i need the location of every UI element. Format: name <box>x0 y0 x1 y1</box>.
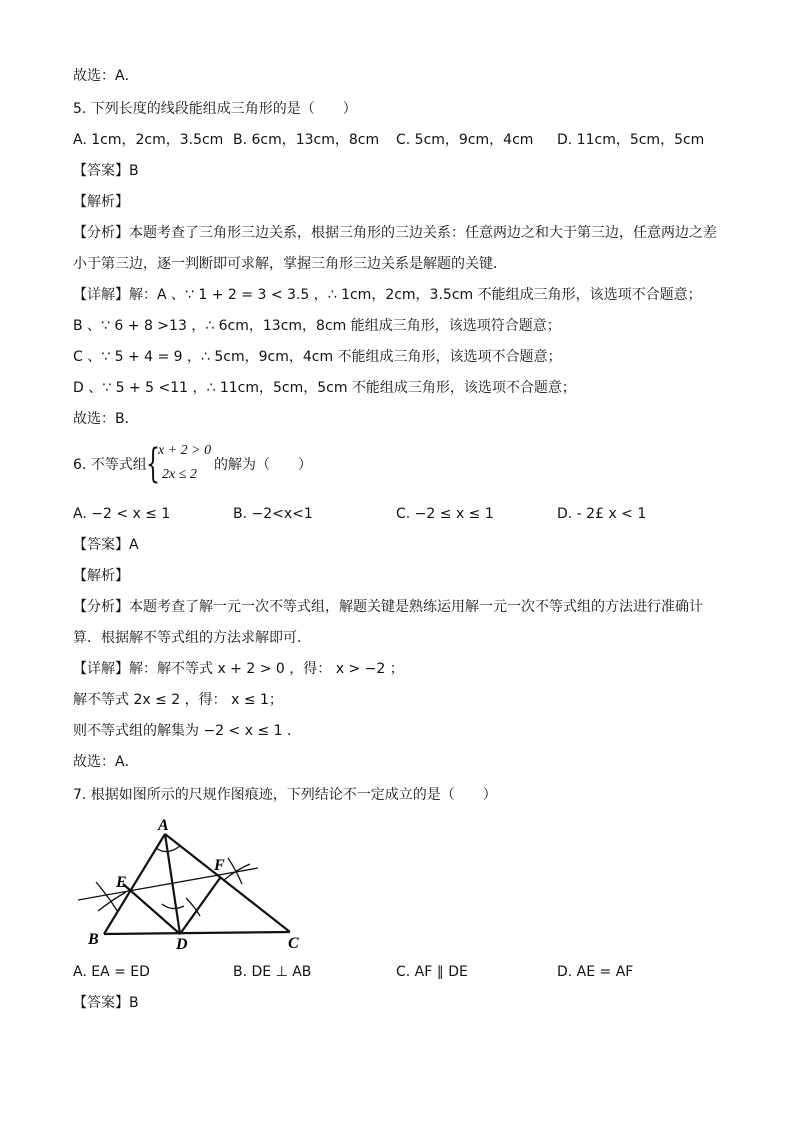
label-b: B <box>88 931 99 948</box>
detail-5-line-1: 【详解】解：A 、∵ 1 + 2 = 3 < 3.5 ，∴ 1cm，2cm，3.5cm 不能组成三角形，该选项不合题意； <box>73 287 702 303</box>
segment-fd <box>180 878 220 934</box>
label-a: A <box>158 817 169 834</box>
q6-option-c: C. −2 ≤ x ≤ 1 <box>396 506 494 522</box>
q5-option-d: D. 11cm，5cm，5cm <box>557 132 705 148</box>
analysis-5-heading: 【解析】 <box>73 194 129 210</box>
detail-5-line-4: D 、∵ 5 + 5 <11 ，∴ 11cm，5cm，5cm 不能组成三角形，该选项不合题意； <box>73 380 576 396</box>
q7-option-c: C. AF ∥ DE <box>396 964 468 980</box>
analysis-6-line-1: 【分析】本题考查了解一元一次不等式组，解题关键是熟练运用解一元一次不等式组的方法进行准确计 <box>73 599 703 615</box>
label-d: D <box>176 936 188 953</box>
side-ab <box>104 834 165 934</box>
side-ac <box>165 834 290 932</box>
label-c: C <box>288 935 299 952</box>
analysis-5-line-1: 【分析】本题考查了三角形三边关系，根据三角形的三边关系：任意两边之和大于第三边，任意两边之差 <box>73 225 717 241</box>
q5-option-a: A. 1cm，2cm，3.5cm <box>73 132 224 148</box>
label-e: E <box>116 874 127 891</box>
detail-6-line-3: 则不等式组的解集为 −2 < x ≤ 1 ． <box>73 723 301 739</box>
q5-option-c: C. 5cm，9cm，4cm <box>396 132 534 148</box>
detail-5-line-2: B 、∵ 6 + 8 >13 ，∴ 6cm，13cm，8cm 能组成三角形，该选项符合题意； <box>73 318 561 334</box>
side-bc <box>104 932 290 934</box>
label-f: F <box>214 857 225 874</box>
inequality-row-1: x + 2 > 0 <box>158 443 212 458</box>
detail-6-line-1: 【详解】解：解不等式 x + 2 > 0 ，得： x > −2 ； <box>73 661 404 677</box>
analysis-5-line-2: 小于第三边，逐一判断即可求解，掌握三角形三边关系是解题的关键． <box>73 256 507 272</box>
question-5: 5. 下列长度的线段能组成三角形的是（ ） <box>73 101 357 117</box>
q7-option-b: B. DE ⊥ AB <box>233 964 312 980</box>
arc-mid-2 <box>186 898 200 916</box>
q6-option-a: A. −2 < x ≤ 1 <box>73 506 171 522</box>
answer-7: 【答案】B <box>73 995 139 1011</box>
arc-mid-1 <box>162 904 184 909</box>
inequality-system <box>146 441 216 487</box>
conclusion-line: 故选：A． <box>73 68 139 84</box>
q7-option-a: A. EA = ED <box>73 964 150 980</box>
answer-5: 【答案】B <box>73 163 139 179</box>
arc-cross-left-1 <box>96 882 118 912</box>
construction-figure <box>74 812 324 954</box>
brace-symbol: { <box>146 441 160 487</box>
analysis-6-line-2: 算．根据解不等式组的方法求解即可． <box>73 630 311 646</box>
detail-6-line-2: 解不等式 2x ≤ 2 ，得： x ≤ 1； <box>73 692 283 708</box>
q7-option-d: D. AE = AF <box>557 964 634 980</box>
question-7: 7. 根据如图所示的尺规作图痕迹，下列结论不一定成立的是（ ） <box>73 787 497 803</box>
conclusion-6: 故选：A． <box>73 754 139 770</box>
question-6-prefix: 6. 不等式组 <box>73 457 147 473</box>
bisector-line <box>78 868 258 900</box>
question-6-suffix: 的解为（ ） <box>214 457 312 473</box>
q6-option-b: B. −2<x<1 <box>233 506 313 522</box>
q5-option-b: B. 6cm，13cm，8cm <box>233 132 380 148</box>
inequality-row-2: 2x ≤ 2 <box>162 467 197 482</box>
arc-cross-left-2 <box>98 892 126 911</box>
answer-6: 【答案】A <box>73 537 139 553</box>
detail-5-line-3: C 、∵ 5 + 4 = 9 ，∴ 5cm，9cm，4cm 不能组成三角形，该选项不合题意； <box>73 349 562 365</box>
q6-option-d: D. - 2£ x < 1 <box>557 506 647 522</box>
analysis-6-heading: 【解析】 <box>73 568 129 584</box>
conclusion-5: 故选：B． <box>73 411 139 427</box>
